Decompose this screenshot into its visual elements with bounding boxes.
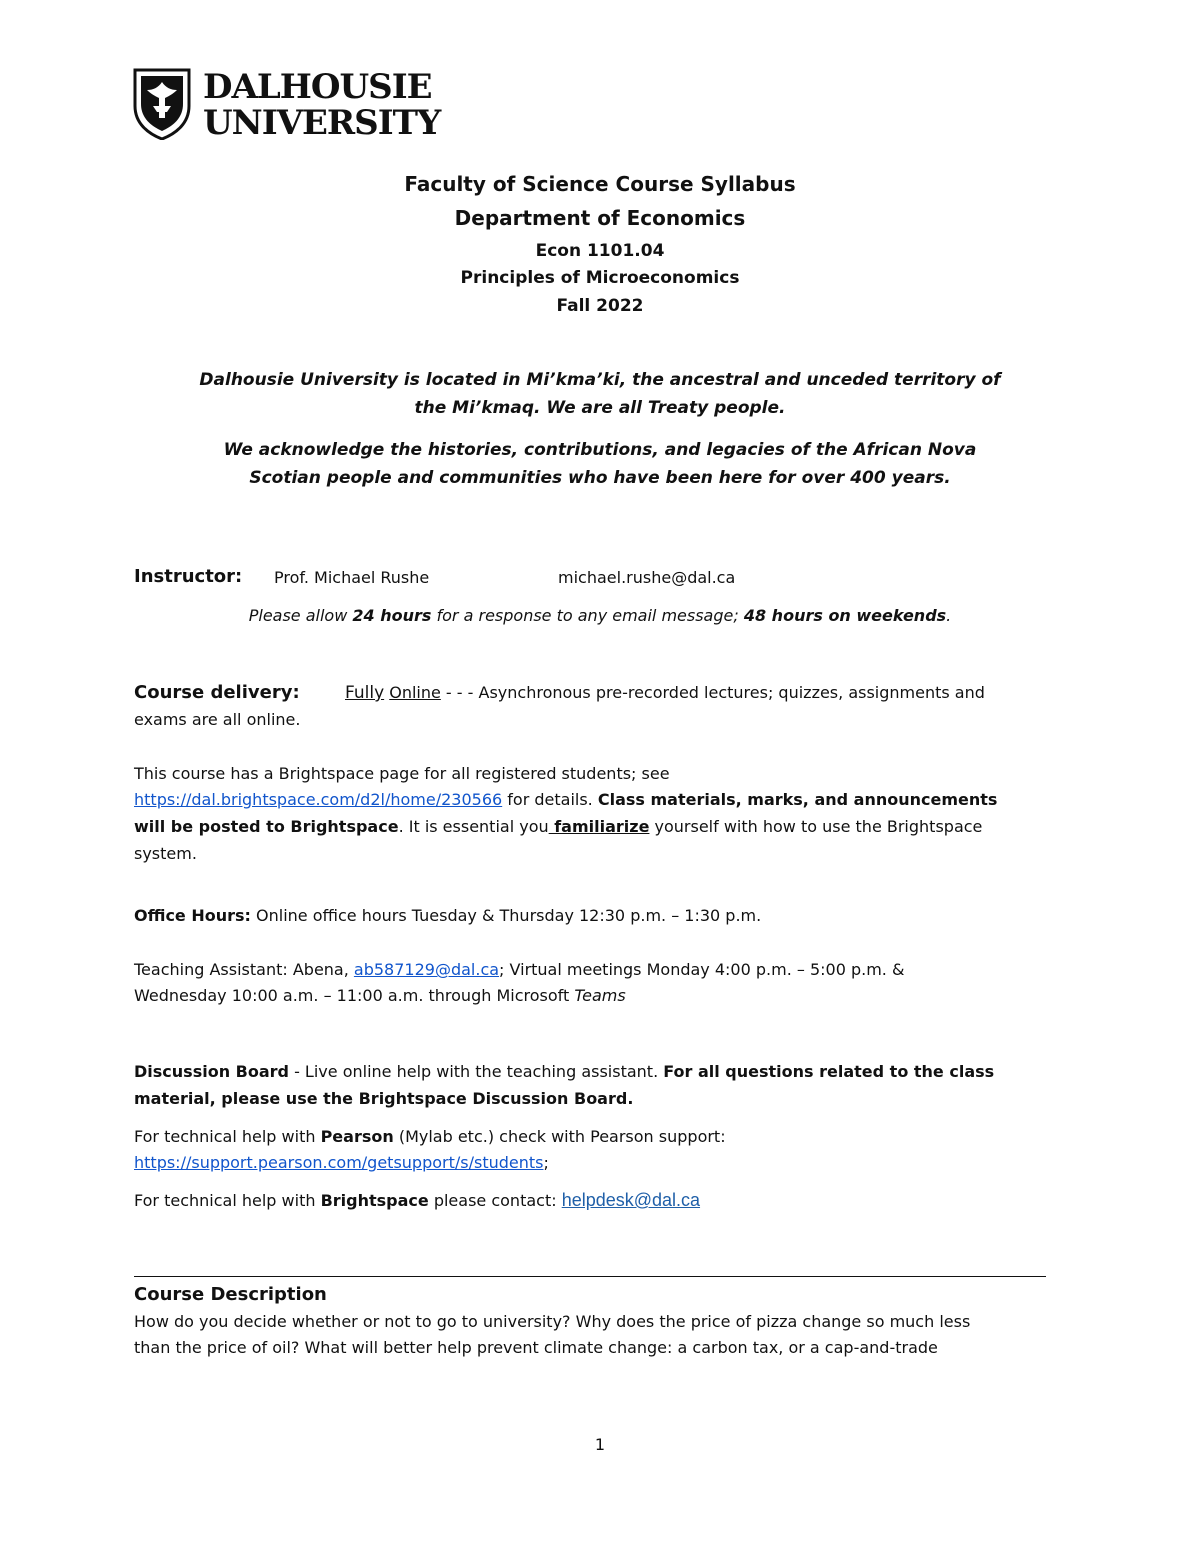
instructor-label: Instructor: (134, 566, 243, 587)
course-name: Principles of Microeconomics (460, 268, 740, 288)
section-divider (134, 1276, 1046, 1277)
discussion-board-line-1: Discussion Board - Live online help with the teaching assistant. For all questions related to the class (134, 1062, 995, 1081)
course-delivery-label: Course delivery: (134, 682, 300, 703)
logo-text-dalhousie: DALHOUSIE (203, 67, 432, 107)
syllabus-title: Faculty of Science Course Syllabus (404, 172, 796, 196)
page-number: 1 (594, 1435, 606, 1454)
university-logo (133, 67, 441, 143)
teaching-assistant-line-1: Teaching Assistant: Abena, ab587129@dal.ca; Virtual meetings Monday 4:00 p.m. – 5:00 p.m. & (134, 960, 905, 979)
shield-crest-icon (133, 68, 191, 140)
department-title: Department of Economics (454, 206, 746, 230)
term: Fall 2022 (556, 296, 644, 316)
logo-text-university: UNIVERSITY (203, 103, 441, 143)
delivery-description: - - - Asynchronous pre-recorded lectures; quizzes, assignments and (440, 683, 985, 702)
african-nova-scotian-acknowledgement-line-2: Scotian people and communities who have been here for over 400 years. (249, 468, 951, 488)
pearson-help-line: For technical help with Pearson (Mylab etc.) check with Pearson support: (134, 1127, 726, 1146)
course-delivery-line-2: exams are all online. (134, 710, 301, 729)
office-hours: Office Hours: Online office hours Tuesday & Thursday 12:30 p.m. – 1:30 p.m. (134, 906, 762, 925)
brightspace-line-2: https://dal.brightspace.com/d2l/home/230566 for details. Class materials, marks, and announcements (134, 790, 998, 809)
brightspace-course-link[interactable]: https://dal.brightspace.com/d2l/home/230566 (134, 790, 503, 809)
helpdesk-email-link[interactable]: helpdesk@dal.ca (561, 1190, 701, 1210)
brightspace-line-3: will be posted to Brightspace. It is essential you familiarize yourself with how to use the Brightspace (134, 817, 983, 836)
email-response-note: Please allow 24 hours for a response to any email message; 48 hours on weekends. (248, 606, 952, 625)
discussion-board-line-2: material, please use the Brightspace Discussion Board. (134, 1089, 634, 1108)
course-description-line-1: How do you decide whether or not to go to university? Why does the price of pizza change so much less (134, 1312, 971, 1331)
discussion-board-label: Discussion Board (134, 1062, 289, 1081)
african-nova-scotian-acknowledgement-line-1: We acknowledge the histories, contributions, and legacies of the African Nova (223, 440, 977, 460)
instructor-name: Prof. Michael Rushe (274, 568, 430, 587)
land-acknowledgement-line-2: the Mi’kmaq. We are all Treaty people. (414, 398, 786, 418)
delivery-online: Online (389, 683, 441, 702)
brightspace-line-1: This course has a Brightspace page for all registered students; see (134, 764, 670, 783)
teaching-assistant-line-2: Wednesday 10:00 a.m. – 11:00 a.m. through Microsoft Teams (134, 986, 626, 1005)
instructor-row (134, 566, 736, 588)
course-delivery-row (134, 682, 985, 704)
delivery-fully: Fully (345, 683, 385, 703)
course-code: Econ 1101.04 (535, 241, 665, 261)
course-description-line-2: than the price of oil? What will better help prevent climate change: a carbon tax, or a cap-and-trade (134, 1338, 938, 1357)
instructor-email[interactable]: michael.rushe@dal.ca (558, 568, 736, 587)
pearson-support-link[interactable]: https://support.pearson.com/getsupport/s/students (134, 1153, 544, 1172)
office-hours-label: Office Hours: (134, 906, 251, 925)
pearson-support-line: https://support.pearson.com/getsupport/s/students; (134, 1153, 549, 1172)
course-description-heading: Course Description (134, 1284, 327, 1305)
brightspace-help-line: For technical help with Brightspace please contact: helpdesk@dal.ca (134, 1190, 701, 1210)
brightspace-line-4: system. (134, 844, 197, 863)
land-acknowledgement-line-1: Dalhousie University is located in Mi’kma’ki, the ancestral and unceded territory of (199, 370, 1001, 390)
ta-email-link[interactable]: ab587129@dal.ca (353, 960, 500, 979)
